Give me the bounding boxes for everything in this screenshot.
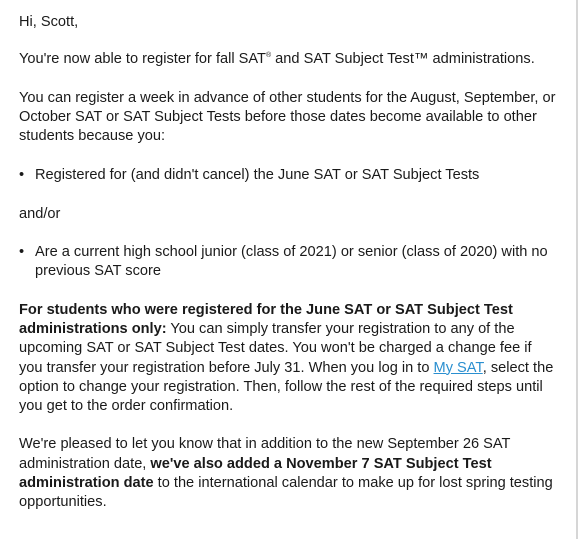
my-sat-link[interactable]: My SAT: [433, 359, 483, 376]
new-date-paragraph: [19, 435, 559, 512]
intro-paragraph: [19, 50, 559, 69]
new-date-text-1: We're pleased to let you know that in addition to the new September 26 SAT administration date,: [19, 436, 511, 472]
new-date-text-2: to the international calendar to make up for lost spring testing opportunities.: [19, 475, 553, 511]
eligibility-bullet-1-text: Registered for (and didn't cancel) the June SAT or SAT Subject Tests: [35, 167, 480, 184]
eligibility-bullet-2: [19, 243, 559, 282]
transfer-bold-lead: For students who were registered for the June SAT or SAT Subject Test administrations only:: [19, 301, 513, 337]
eligibility-bullet-1: [19, 166, 559, 185]
intro-text-2: and SAT Subject Test™ administrations.: [271, 51, 535, 68]
early-access-paragraph: You can register a week in advance of other students for the August, September, or October SAT or SAT Subject Tests before those dates become available to other students because you:: [19, 89, 556, 145]
and-or-text: and/or: [19, 205, 61, 222]
bullet-icon: •: [19, 244, 25, 261]
eligibility-bullet-2-text: Are a current high school junior (class of 2021) or senior (class of 2020) with no previous SAT score: [35, 244, 548, 280]
transfer-text-2: , select the option to change your registration. Then, follow the rest of the required steps until you get to the order confirmation.: [19, 359, 554, 415]
greeting: Hi, Scott,: [19, 14, 79, 30]
intro-text-1: You're now able to register for fall SAT: [19, 51, 266, 68]
bullet-icon: •: [19, 167, 25, 184]
email-content: [19, 13, 559, 513]
registered-mark: ®: [265, 52, 272, 60]
new-date-bold: we've also added a November 7 SAT Subject Test administration date: [19, 455, 492, 492]
transfer-text-1: You can simply transfer your registration to any of the upcoming SAT or SAT Subject Test dates. You won't be charged a change fee if you transfer your registration before July 31. When you log in to: [19, 320, 532, 376]
transfer-paragraph: [19, 301, 559, 417]
